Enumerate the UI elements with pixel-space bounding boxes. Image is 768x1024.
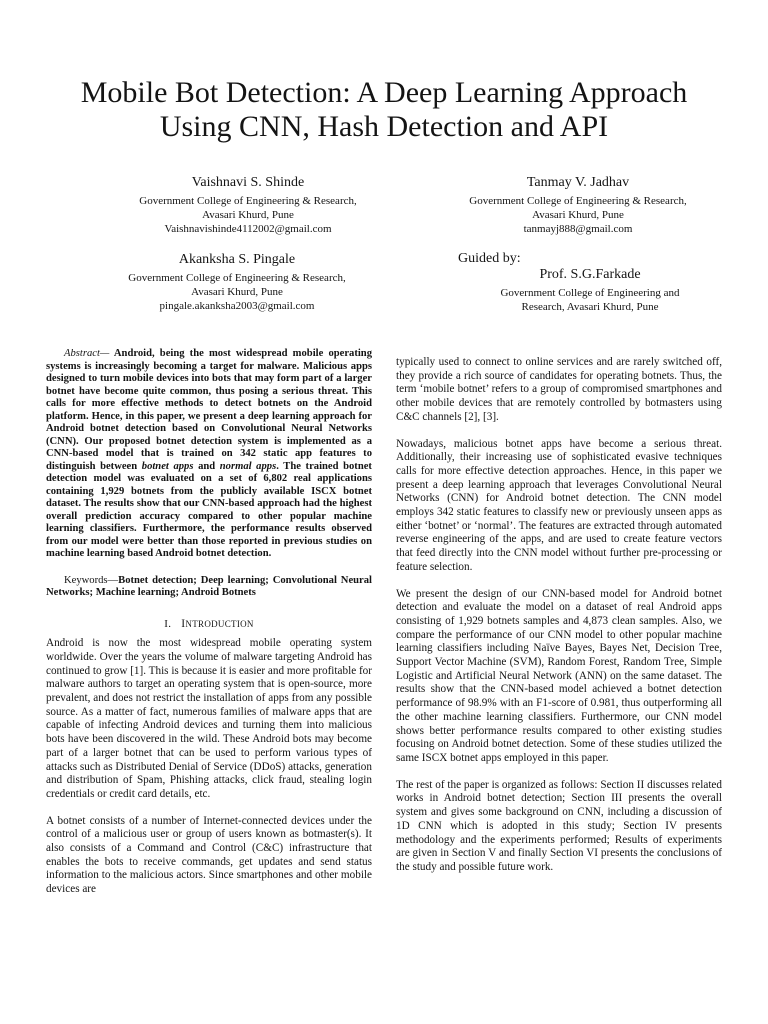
author-email: pingale.akanksha2003@gmail.com [159,300,315,312]
section-number: I. [164,617,172,630]
guide-name: Prof. S.G.Farkade [539,267,641,282]
title-line-1: Mobile Bot Detection: A Deep Learning Approach [80,76,688,109]
author-affiliation: Government College of Engineering & Research, [469,195,687,207]
left-column [46,348,372,910]
abstract-italic-botnet-apps: botnet apps [141,460,194,472]
guide-affiliation-line-2: Research, Avasari Khurd, Pune [521,301,659,313]
paper-title [40,76,728,144]
author-location: Avasari Khurd, Pune [202,209,294,221]
author-block-1 [100,174,396,236]
keywords [46,575,372,600]
author-location: Avasari Khurd, Pune [191,286,283,298]
right-column [396,356,722,888]
body-paragraph: Android is now the most widespread mobile operating system worldwide. Over the years the volume of malware targeting Android has continued to grow [1]. This is because it is easier and more profitable for malware authors to target an operating system that is open-source, more prevalent, and does not restrict the installation of apps from any possible source. As a matter of fact, numerous families of malware apps that are capable of infecting Android devices and turning them into malicious bots have been discovered in the wild. These Android bots may become part of a larger botnet that can be used to perform various types of attacks such as Distributed Denial of Service (DDoS) attacks, generation and distribution of Spam, Phishing attacks, click fraud, stealing login credentials or credit card details, etc. [46,637,372,800]
author-affiliation: Government College of Engineering & Research, [139,195,357,207]
author-name: Vaishnavi S. Shinde [191,175,305,190]
section-heading-introduction [46,618,372,632]
author-name: Tanmay V. Jadhav [526,175,630,190]
abstract-text: Android, being the most widespread mobile operating systems is increasingly becoming a target for malware. Malicious apps designed to turn mobile devices into bots that may form part of a larger botnet have become quite common, thus posing a serious threat. This calls for more effective methods to detect botnets on the Android platform. Hence, in this paper, we present a deep learning approach for Android botnet detection based on Convolutional Neural Networks (CNN). Our proposed botnet detection system is implemented as a CNN-based model that is trained on 342 static app features to distinguish between [46,348,372,472]
author-location: Avasari Khurd, Pune [532,209,624,221]
author-block-2 [430,174,726,236]
title-line-2: Using CNN, Hash Detection and API [159,110,609,143]
section-title-rest: NTRODUCTION [185,618,254,629]
author-affiliation: Government College of Engineering & Research, [128,272,346,284]
body-paragraph: The rest of the paper is organized as follows: Section II discusses related works in Android botnet detection; Section III presents the overall system and gives some background on CNN, including a discussion of 1D CNN which is adopted in this study; Section IV presents methodology and the experiments performed; Results of experiments are given in Section V and finally Section VI presents the conclusions of the study and possible future work. [396,778,722,873]
abstract-and: and [193,460,220,472]
author-email: tanmayj888@gmail.com [523,223,633,235]
guided-by-label: Guided by: [458,251,521,266]
abstract-text-2: . The trained botnet detection model was evaluated on a set of 6,802 real applications containing 1,929 botnets from the publicly available ISCX botnet dataset. The results show that our CNN-based approach had the highest overall prediction accuracy compared to other popular machine learning classifiers. Furthermore, the performance results observed from our model were better than those reported in previous studies on machine learning based Android botnet detection. [46,460,372,559]
guide-block [470,266,710,314]
section-initial: I [181,617,186,630]
abstract-lead: Abstract— [64,348,110,359]
abstract [46,348,372,561]
body-paragraph: A botnet consists of a number of Internet-connected devices under the control of a malicious user or group of users known as botmaster(s). It also consists of a Command and Control (C&C) infrastructure that enables the bots to receive commands, get updates and send status information to the malicious actors. Since smartphones and other mobile devices are [46,814,372,896]
keywords-text: Botnet detection; Deep learning; Convolutional Neural Networks; Machine learning; Android Botnets [46,574,372,598]
body-paragraph: typically used to connect to online services and are rarely switched off, they provide a rich source of candidates for operating botnets. Thus, the term ‘mobile botnet’ refers to a group of compromised smartphones and other mobile devices that are remotely controlled by botmasters using C&C channels [2], [3]. [396,356,722,423]
author-email: Vaishnavishinde4112002@gmail.com [164,223,332,235]
body-paragraph: Nowadays, malicious botnet apps have become a serious threat. Additionally, their increasing use of sophisticated evasive techniques calls for more effective detection approaches. Hence, in this paper we present a deep learning approach that leverages Convolutional Neural Networks (CNN) for Android botnet detection. The CNN model employs 342 static features to classify new or previously unseen apps as either ‘botnet’ or ‘normal’. The features are extracted through automated reverse engineering of the apps, and are used to create feature vectors that feed directly into the CNN model without further pre-processing or feature selection. [396,437,722,573]
keywords-lead: Keywords— [64,574,119,586]
author-block-3 [90,251,384,313]
guide-affiliation-line-1: Government College of Engineering and [500,287,680,299]
author-name: Akanksha S. Pingale [178,252,296,267]
abstract-italic-normal-apps: normal apps [219,460,277,472]
body-paragraph: We present the design of our CNN-based model for Android botnet detection and evaluate the model on a dataset of real Android apps consisting of 1,929 botnets samples and 4,873 clean samples. Also, we compare the performance of our CNN model to other popular machine learning classifiers including Naïve Bayes, Bayes Net, Decision Tree, Support Vector Machine (SVM), Random Forest, Random Tree, Simple Logistic and Artificial Neural Network (ANN) on the same dataset. The results show that the CNN-based model achieved a botnet detection performance of 98.9% with an F1-score of 0.981, thus outperforming all the other machine learning classifiers. Furthermore, our CNN model shows better performance results compared to other existing studies focusing on Android botnet detection. Some of these studies utilized the same ISCX botnet apps employed in this paper. [396,587,722,764]
